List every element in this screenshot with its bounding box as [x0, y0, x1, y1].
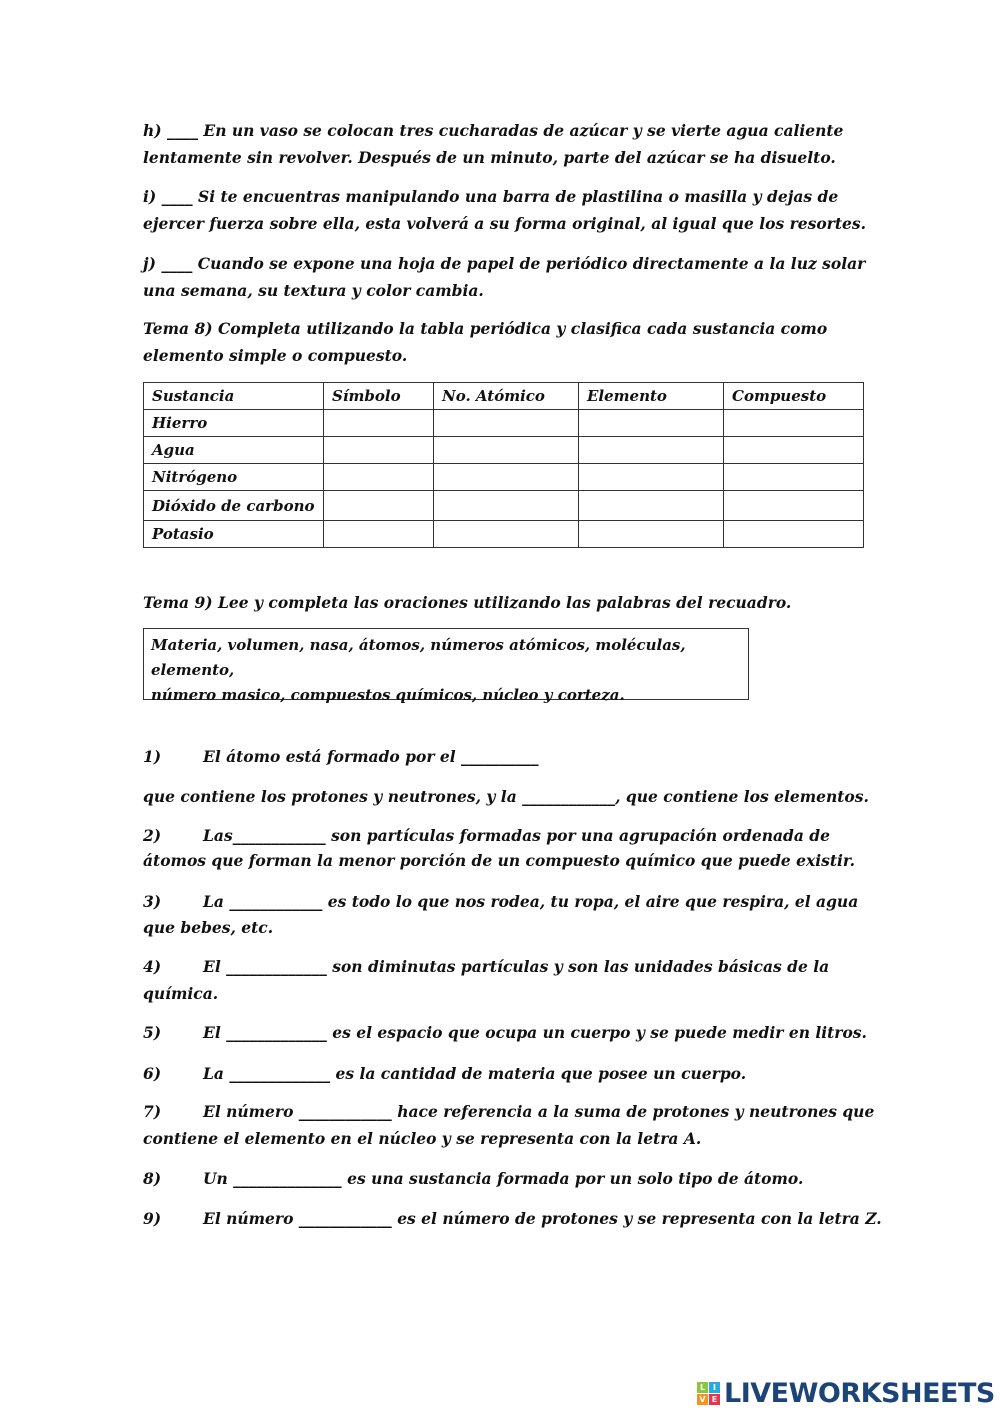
question-j-line1: j) ____ Cuando se expone una hoja de papel de periódico directamente a la luz solar: [143, 254, 866, 273]
question-i-line1: i) ____ Si te encuentras manipulando una barra de plastilina o masilla y dejas de: [143, 187, 839, 206]
item-number: 2): [143, 826, 162, 845]
substance-name: Agua: [144, 437, 324, 464]
logo-letter: I: [709, 1382, 720, 1393]
cell-input[interactable]: [579, 410, 724, 437]
item-number: 5): [143, 1023, 162, 1042]
logo-letter: L: [697, 1382, 708, 1393]
item-text: El número ____________ es el número de protones y se representa con la letra Z.: [203, 1209, 882, 1228]
substance-name: Potasio: [144, 521, 324, 548]
cell-input[interactable]: [324, 521, 434, 548]
item-number: 4): [143, 957, 162, 976]
cell-input[interactable]: [724, 410, 864, 437]
table-row: [144, 437, 864, 464]
header-no-atomico: No. Atómico: [434, 383, 579, 410]
item-number: 7): [143, 1102, 162, 1121]
item-text: La _____________ es la cantidad de materia que posee un cuerpo.: [203, 1064, 747, 1083]
cell-input[interactable]: [324, 464, 434, 491]
table-header-row: [144, 383, 864, 410]
liveworksheets-logo: [697, 1378, 995, 1409]
substance-name: Hierro: [144, 410, 324, 437]
table-row: [144, 521, 864, 548]
cell-input[interactable]: [579, 464, 724, 491]
cell-input[interactable]: [724, 464, 864, 491]
item-continuation: que bebes, etc.: [143, 918, 274, 937]
cell-input[interactable]: [434, 521, 579, 548]
cell-input[interactable]: [724, 437, 864, 464]
item-continuation: contiene el elemento en el núcleo y se representa con la letra A.: [143, 1129, 702, 1148]
logo-icon: [697, 1382, 720, 1405]
cell-input[interactable]: [434, 437, 579, 464]
item-number: 1): [143, 747, 162, 766]
item-continuation: que contiene los protones y neutrones, y la ____________, que contiene los elementos.: [143, 787, 869, 806]
item-text: Un ______________ es una sustancia formada por un solo tipo de átomo.: [203, 1169, 804, 1188]
item-continuation: química.: [143, 984, 219, 1003]
header-compuesto: Compuesto: [724, 383, 864, 410]
question-i-line2: ejercer fuerza sobre ella, esta volverá a su forma original, al igual que los resortes.: [143, 214, 866, 233]
word-bank-box: [143, 628, 749, 704]
word-bank-line1: Materia, volumen, nasa, átomos, números atómicos, moléculas, elemento,: [151, 636, 686, 679]
cell-input[interactable]: [579, 521, 724, 548]
item-text: Las____________ son partículas formadas por una agrupación ordenada de: [203, 826, 831, 845]
table-row: [144, 491, 864, 521]
item-text: El átomo está formado por el __________: [203, 747, 539, 766]
table-row: [144, 410, 864, 437]
item-text: El _____________ es el espacio que ocupa un cuerpo y se puede medir en litros.: [203, 1023, 867, 1042]
cell-input[interactable]: [579, 437, 724, 464]
table-row: [144, 464, 864, 491]
header-simbolo: Símbolo: [324, 383, 434, 410]
cell-input[interactable]: [434, 491, 579, 521]
logo-text: LIVEWORKSHEETS: [724, 1378, 995, 1409]
item-text: El número ____________ hace referencia a la suma de protones y neutrones que: [203, 1102, 875, 1121]
header-elemento: Elemento: [579, 383, 724, 410]
cell-input[interactable]: [324, 437, 434, 464]
cell-input[interactable]: [324, 410, 434, 437]
item-text: La ____________ es todo lo que nos rodea, tu ropa, el aire que respira, el agua: [203, 892, 859, 911]
cell-input[interactable]: [724, 491, 864, 521]
item-continuation: átomos que forman la menor porción de un compuesto químico que puede existir.: [143, 851, 856, 870]
question-h-line1: h) ____ En un vaso se colocan tres cucharadas de azúcar y se vierte agua caliente: [143, 121, 844, 140]
cell-input[interactable]: [434, 464, 579, 491]
logo-letter: E: [709, 1394, 720, 1405]
item-text: El _____________ son diminutas partículas y son las unidades básicas de la: [203, 957, 830, 976]
question-h-line2: lentamente sin revolver. Después de un minuto, parte del azúcar se ha disuelto.: [143, 148, 836, 167]
substance-table: [143, 382, 864, 548]
tema9-heading: Tema 9) Lee y completa las oraciones utilizando las palabras del recuadro.: [143, 593, 792, 612]
tema8-heading: Tema 8) Completa utilizando la tabla periódica y clasifica cada sustancia como: [143, 319, 828, 338]
item-number: 8): [143, 1169, 162, 1188]
item-number: 9): [143, 1209, 162, 1228]
cell-input[interactable]: [324, 491, 434, 521]
cell-input[interactable]: [579, 491, 724, 521]
substance-name: Nitrógeno: [144, 464, 324, 491]
word-bank-line2: número masico, compuestos químicos, núcleo y corteza.: [151, 686, 625, 704]
substance-name: Dióxido de carbono: [144, 491, 324, 521]
question-j-line2: una semana, su textura y color cambia.: [143, 281, 484, 300]
cell-input[interactable]: [724, 521, 864, 548]
header-sustancia: Sustancia: [144, 383, 324, 410]
cell-input[interactable]: [434, 410, 579, 437]
tema8-heading-line2: elemento simple o compuesto.: [143, 346, 408, 365]
item-number: 6): [143, 1064, 162, 1083]
logo-letter: V: [697, 1394, 708, 1405]
item-number: 3): [143, 892, 162, 911]
